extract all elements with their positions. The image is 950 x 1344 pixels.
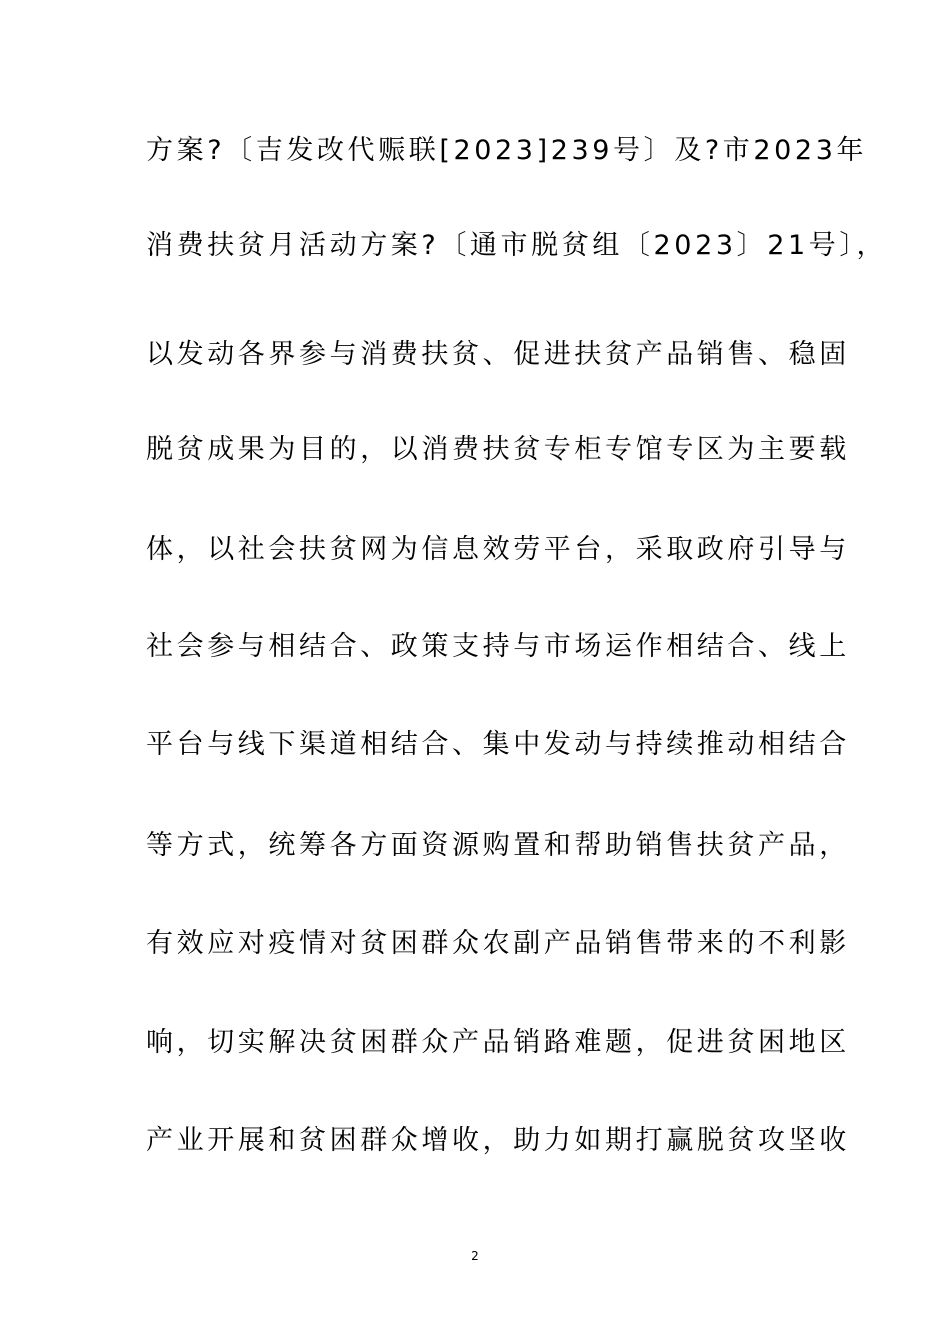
paragraph-line: 社会参与相结合、政策支持与市场运作相结合、线上	[146, 631, 850, 662]
paragraph-line: 平台与线下渠道相结合、集中发动与持续推动相结合	[146, 729, 850, 760]
paragraph-line: 响，切实解决贫困群众产品销路难题，促进贫困地区	[146, 1027, 850, 1058]
page-number: 2	[471, 1249, 479, 1263]
paragraph-line: 产业开展和贫困群众增收，助力如期打赢脱贫攻坚收	[146, 1125, 850, 1156]
paragraph-line: 体，以社会扶贫网为信息效劳平台，采取政府引导与	[146, 534, 850, 565]
paragraph-line: 脱贫成果为目的，以消费扶贫专柜专馆专区为主要载	[146, 434, 850, 465]
paragraph-line: 等方式，统筹各方面资源购置和帮助销售扶贫产品，	[146, 830, 850, 861]
paragraph-line: 有效应对疫情对贫困群众农副产品销售带来的不利影	[146, 928, 850, 959]
paragraph-line: 消费扶贫月活动方案?〔通市脱贫组〔2023〕21号〕，	[146, 230, 888, 261]
paragraph-line: 以发动各界参与消费扶贫、促进扶贫产品销售、稳固	[146, 339, 850, 370]
paragraph-line: 方案?〔吉发改代赈联[2023]239号〕及?市2023年	[146, 135, 868, 166]
